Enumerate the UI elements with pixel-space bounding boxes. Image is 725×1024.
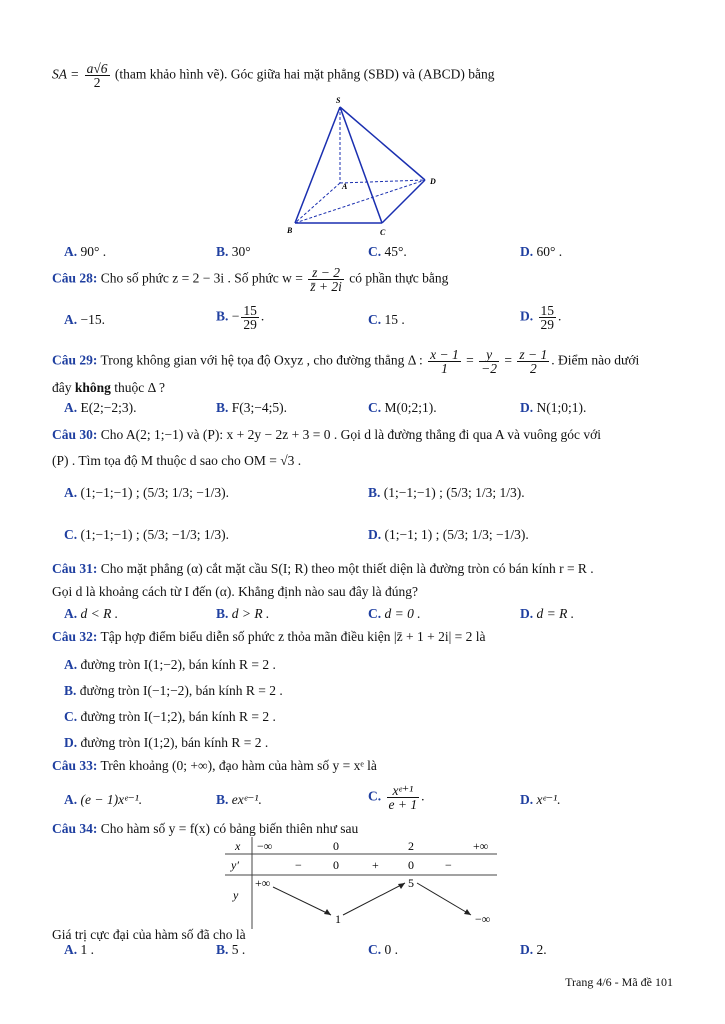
q29-option-d[interactable]: D. N(1;0;1). — [520, 400, 587, 415]
sa-prefix: SA = — [52, 66, 80, 82]
q34-option-b[interactable]: B. 5 . — [216, 942, 246, 957]
q34-question: Giá trị cực đại của hàm số đã cho là — [52, 927, 246, 942]
q34-stem: Câu 34: Cho hàm số y = f(x) có bảng biến thiên như sau — [52, 821, 359, 836]
label-d: D — [430, 177, 436, 186]
row-x-label: x — [235, 839, 241, 853]
arrow-down-1 — [273, 887, 331, 915]
q34-option-a[interactable]: A. 1 . — [64, 942, 94, 957]
q32-option-c[interactable]: C. đường tròn I(−1;2), bán kính R = 2 . — [64, 709, 276, 724]
q28-fraction: $\frac{z - 2}{z̄ + 2i}$ — [310, 265, 342, 294]
q34-option-c[interactable]: C. 0 . — [368, 942, 398, 957]
q29-option-c[interactable]: C. M(0;2;1). — [368, 400, 437, 415]
q31-option-b[interactable]: B. d > R . — [216, 606, 270, 621]
q33-stem: Câu 33: Trên khoảng (0; +∞), đạo hàm của hàm số y = xᵉ là — [52, 758, 377, 773]
sign-4: − — [445, 858, 452, 872]
pyramid-figure — [280, 95, 450, 240]
arrow-up — [343, 883, 405, 915]
edge-ad — [340, 180, 425, 183]
q29-stem: Câu 29: Trong không gian với hệ tọa độ Oxyz , cho đường thẳng Δ : $\frac{x - 1}{1}$ = $\frac{y}{-2}$ = $\frac{z - 1}{2}$ . Điểm nào dưới — [52, 347, 640, 376]
variation-table — [225, 837, 497, 929]
q31-option-c[interactable]: C. d = 0 . — [368, 606, 421, 621]
q29-stem-line2: đây không thuộc Δ ? — [52, 380, 165, 395]
edge-ab — [295, 183, 340, 223]
sa-fraction: $\frac{a√6}{2}$ — [86, 61, 108, 90]
x-val-0: −∞ — [257, 839, 273, 853]
sign-1: 0 — [333, 858, 339, 872]
q27-option-c[interactable]: C. 45°. — [368, 244, 407, 259]
arrow-down-2 — [417, 883, 471, 915]
q33-option-c[interactable]: C. $\frac{\text{xᵉ⁺¹}}{e + 1}$ . — [368, 783, 425, 812]
sign-0: − — [295, 858, 302, 872]
intro-line — [52, 62, 495, 89]
edge-sb — [295, 107, 340, 223]
q27-option-a[interactable]: A. 90° . — [64, 244, 107, 259]
label-a: A — [342, 182, 348, 191]
page-footer: Trang 4/6 - Mã đề 101 — [565, 975, 673, 989]
q30-option-d[interactable]: D. (1;−1; 1) ; (5/3; 1/3; −1/3). — [368, 527, 529, 542]
q31-option-d[interactable]: D. d = R . — [520, 606, 575, 621]
q29-option-b[interactable]: B. F(3;−4;5). — [216, 400, 288, 415]
q33-option-d[interactable]: D. xᵉ⁻¹. — [520, 792, 561, 807]
sign-3: 0 — [408, 858, 414, 872]
q31-stem-line2: Gọi d là khoảng cách từ I đến (α). Khẳng định nào sau đây là đúng? — [52, 584, 419, 599]
x-val-1: 0 — [333, 839, 339, 853]
q32-option-b[interactable]: B. đường tròn I(−1;−2), bán kính R = 2 . — [64, 683, 283, 698]
q33-option-b[interactable]: B. exᵉ⁻¹. — [216, 792, 262, 807]
q31-stem: Câu 31: Cho mặt phẳng (α) cắt mặt cầu S(I; R) theo một thiết diện là đường tròn có bán kính r = R . — [52, 561, 594, 576]
y-val-left: +∞ — [255, 876, 271, 890]
x-val-3: +∞ — [473, 839, 489, 853]
label-b: B — [287, 226, 293, 235]
q27-option-b[interactable]: B. 30° — [216, 244, 251, 259]
q28-stem: Câu 28: Cho số phức z = 2 − 3i . Số phức w = $\frac{z - 2}{z̄ + 2i}$ có phần thực bằng — [52, 265, 449, 294]
edge-cd — [382, 180, 425, 223]
y-val-min: 1 — [335, 912, 341, 926]
row-yp-label: y′ — [231, 858, 239, 872]
intro-text: (tham khảo hình vẽ). Góc giữa hai mặt phẳng (SBD) và (ABCD) bằng — [114, 66, 495, 82]
q28-option-c[interactable]: C. 15 . — [368, 312, 405, 327]
q28-option-b[interactable]: B. − $\frac{15}{29}$ . — [216, 303, 265, 332]
q30-stem: Câu 30: Cho A(2; 1;−1) và (P): x + 2y − 2z + 3 = 0 . Gọi d là đường thẳng đi qua A và vuông góc với — [52, 427, 602, 442]
q34-option-d[interactable]: D. 2. — [520, 942, 547, 957]
q27-option-d[interactable]: D. 60° . — [520, 244, 563, 259]
q30-option-a[interactable]: A. (1;−1;−1) ; (5/3; 1/3; −1/3). — [64, 485, 229, 500]
q30-option-c[interactable]: C. (1;−1;−1) ; (5/3; −1/3; 1/3). — [64, 527, 229, 542]
q29-option-a[interactable]: A. E(2;−2;3). — [64, 400, 137, 415]
label-c: C — [380, 228, 386, 237]
y-val-max: 5 — [408, 876, 414, 890]
sign-2: + — [372, 858, 379, 872]
q32-option-d[interactable]: D. đường tròn I(1;2), bán kính R = 2 . — [64, 735, 269, 750]
q32-stem: Câu 32: Tập hợp điểm biểu diễn số phức z thỏa mãn điều kiện |z̄ + 1 + 2i| = 2 là — [52, 629, 486, 644]
label-s: S — [336, 96, 341, 105]
q33-option-a[interactable]: A. (e − 1)xᵉ⁻¹. — [64, 792, 143, 807]
q32-option-a[interactable]: A. đường tròn I(1;−2), bán kính R = 2 . — [64, 657, 276, 672]
q30-stem-line2: (P) . Tìm tọa độ M thuộc d sao cho OM = √3 . — [52, 453, 302, 468]
q31-option-a[interactable]: A. d < R . — [64, 606, 119, 621]
q30-option-b[interactable]: B. (1;−1;−1) ; (5/3; 1/3; 1/3). — [368, 485, 525, 500]
x-val-2: 2 — [408, 839, 414, 853]
q28-option-a[interactable]: A. −15. — [64, 312, 105, 327]
q28-option-d[interactable]: D. $\frac{15}{29}$ . — [520, 303, 562, 332]
y-val-right: −∞ — [475, 912, 491, 926]
row-y-label: y — [233, 888, 239, 902]
edge-bd — [295, 180, 425, 223]
